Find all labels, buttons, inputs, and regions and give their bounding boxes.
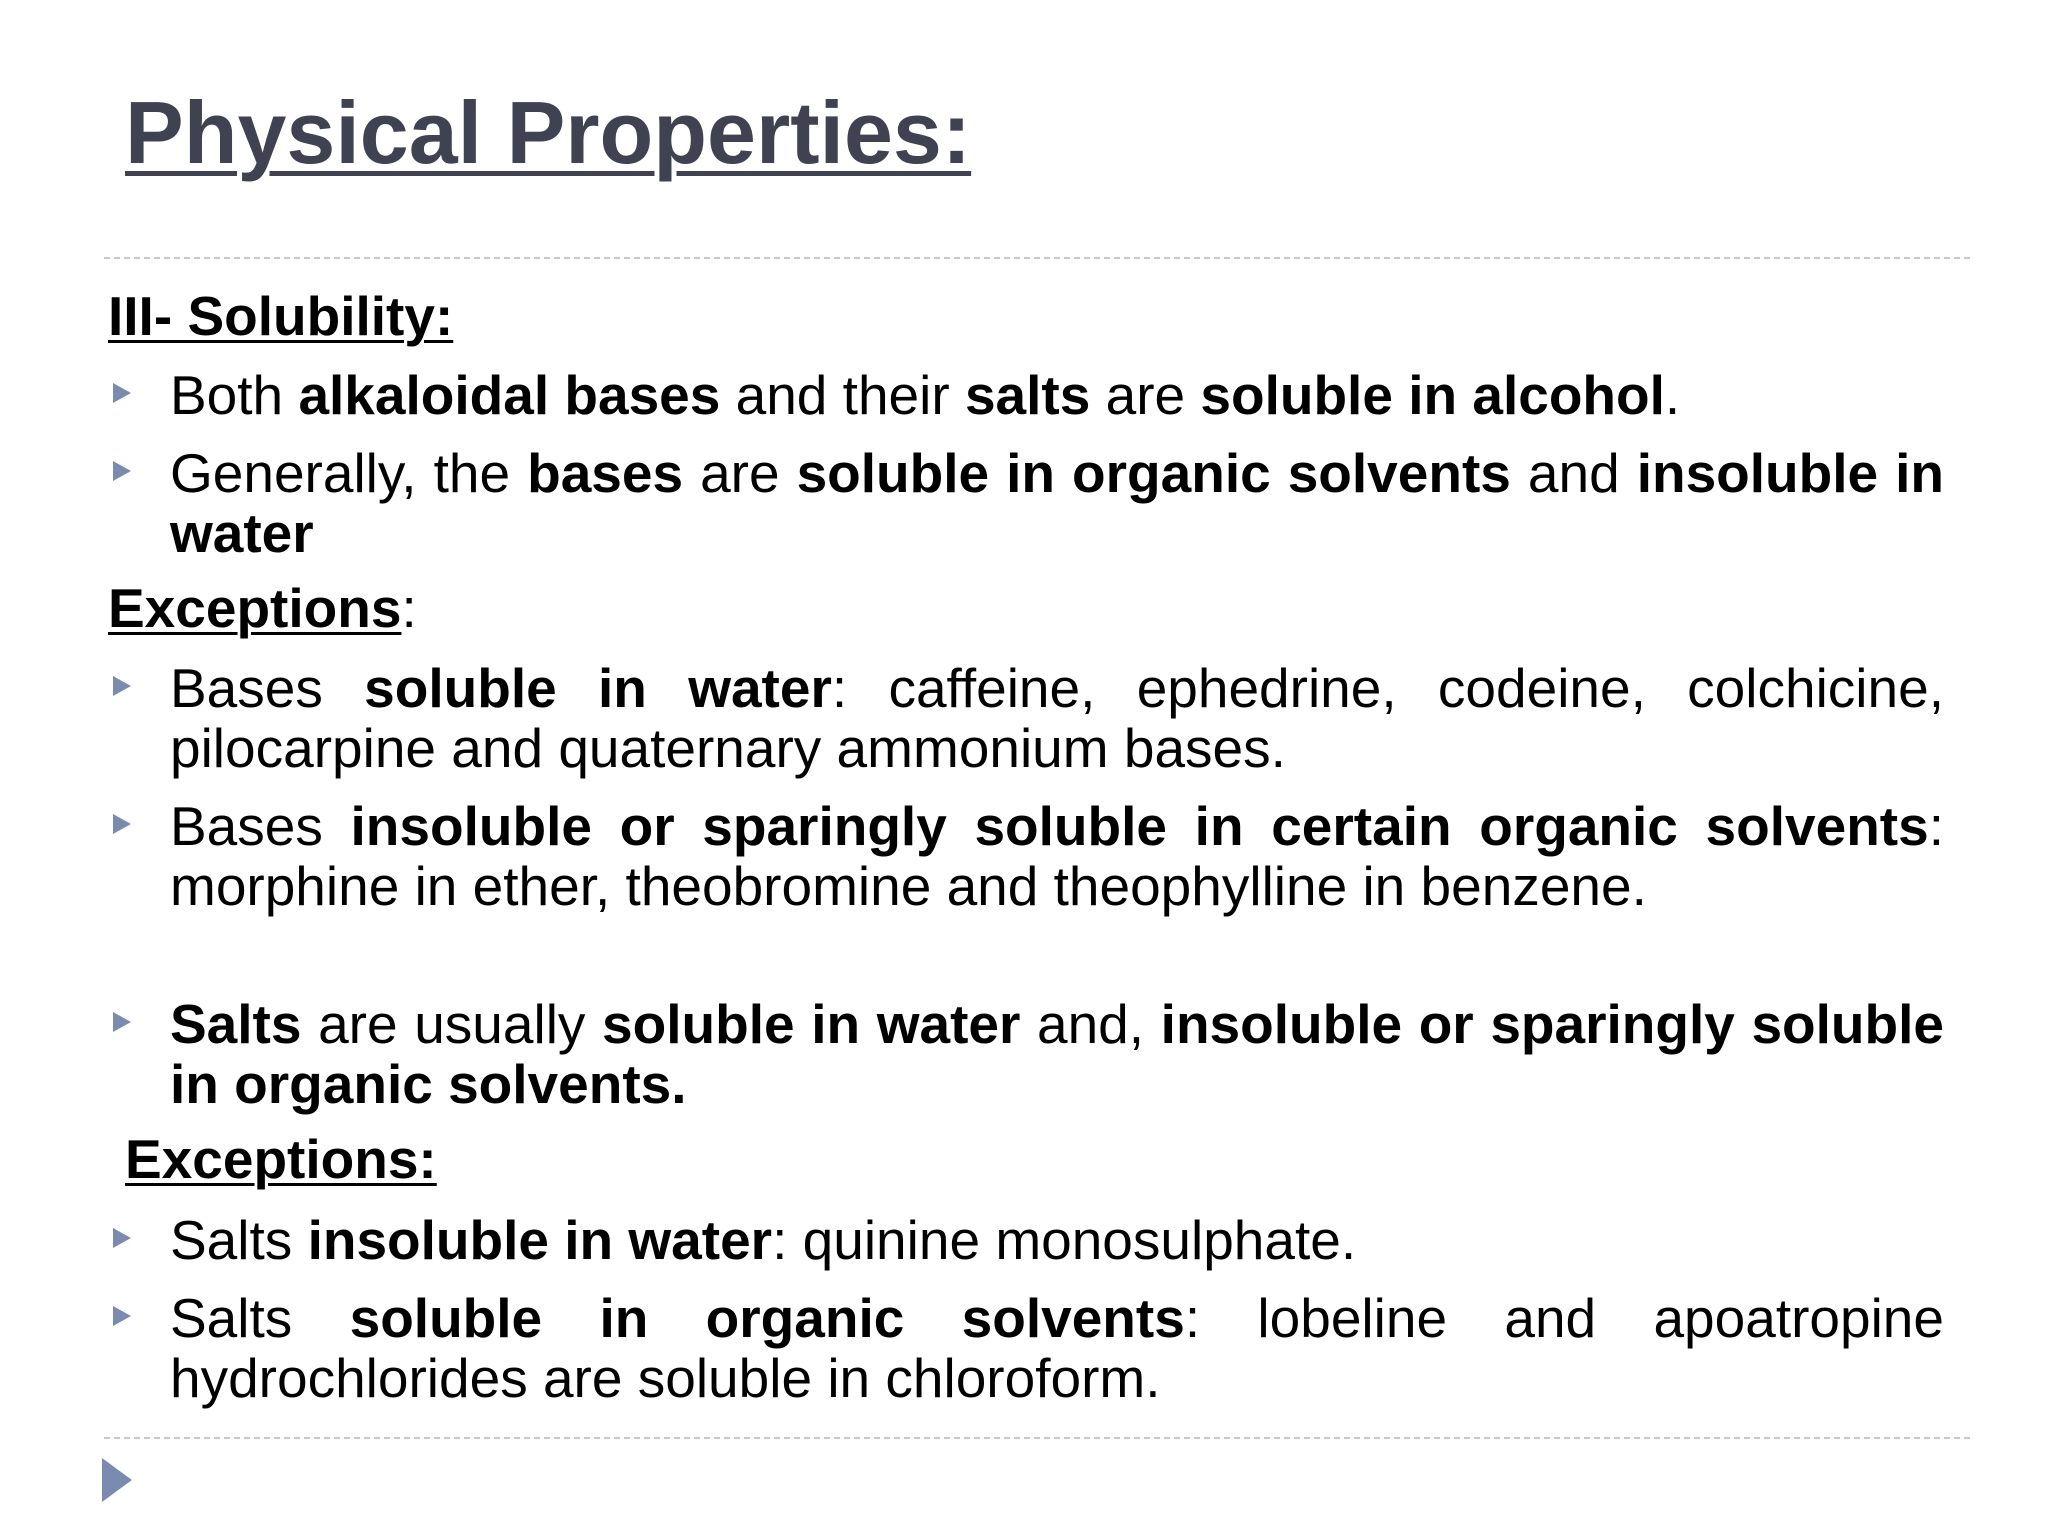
triangle-bullet-icon <box>113 1306 131 1326</box>
bullet-text <box>170 658 1944 778</box>
text-run: are usually <box>301 993 603 1055</box>
next-slide-arrow-icon[interactable] <box>102 1458 132 1502</box>
bullet-text <box>170 443 1944 563</box>
exceptions-heading-colon: : <box>401 577 417 639</box>
section-heading-solubility <box>108 285 453 347</box>
text-run: Both <box>170 364 299 426</box>
triangle-bullet-icon <box>113 676 131 696</box>
bold-text-run: alkaloidal bases <box>298 364 721 426</box>
bold-text-run: insoluble in water <box>170 442 1945 564</box>
text-run: Salts <box>170 1287 350 1349</box>
bold-text-run: soluble in organic solvents <box>796 442 1511 504</box>
bullet-item <box>108 658 1944 778</box>
bold-text-run: soluble in alcohol <box>1200 364 1665 426</box>
slide-title: Physical Properties: <box>125 83 972 182</box>
bullet-text <box>170 365 1944 425</box>
text-run: Bases <box>170 795 351 857</box>
text-run: : morphine in ether, theobromine and theophylline in benzene. <box>170 795 1944 917</box>
bullet-item <box>108 365 1944 425</box>
text-run: : quinine monosulphate. <box>772 1209 1357 1271</box>
bullet-text <box>170 1288 1944 1408</box>
bold-text-run: insoluble or sparingly soluble in certain organic solvents <box>350 795 1929 857</box>
section-heading-text: III- Solubility: <box>108 285 454 347</box>
triangle-bullet-icon <box>113 814 131 834</box>
text-run: . <box>1664 364 1681 426</box>
bullet-item <box>108 1210 1944 1270</box>
bullet-item <box>108 1288 1944 1408</box>
bold-text-run: Salts <box>170 993 302 1055</box>
bullet-item <box>108 443 1944 563</box>
triangle-bullet-icon <box>113 1012 131 1032</box>
bold-text-run: insoluble or sparingly soluble in organic solvents. <box>170 993 1944 1115</box>
bullet-text <box>170 796 1944 916</box>
text-run: : caffeine, ephedrine, codeine, colchicine, pilocarpine and quaternary ammonium bases. <box>170 657 1944 779</box>
triangle-bullet-icon <box>113 383 131 403</box>
exceptions-heading-text: Exceptions <box>108 577 402 639</box>
bold-text-run: soluble in water <box>602 993 1021 1055</box>
bullet-text <box>170 994 1944 1114</box>
text-run: Generally, the <box>170 442 528 504</box>
triangle-bullet-icon <box>113 461 131 481</box>
text-run: Salts <box>170 1209 308 1271</box>
bullet-item <box>108 796 1944 916</box>
text-run: Bases <box>170 657 365 719</box>
bold-text-run: soluble in organic solvents <box>349 1287 1185 1349</box>
bold-text-run: salts <box>964 364 1091 426</box>
bold-text-run: insoluble in water <box>307 1209 773 1271</box>
text-run: : lobeline and apoatropine hydrochlorides are soluble in chloroform. <box>170 1287 1944 1409</box>
bold-text-run: soluble in water <box>364 657 832 719</box>
exceptions-heading <box>108 577 417 639</box>
bullet-text <box>170 1210 1944 1270</box>
text-run: are <box>1090 364 1201 426</box>
text-run: are <box>683 442 797 504</box>
exceptions-heading <box>125 1128 437 1190</box>
bullet-item <box>108 994 1944 1114</box>
top-divider <box>104 257 1970 259</box>
triangle-bullet-icon <box>113 1228 131 1248</box>
bold-text-run: bases <box>527 442 684 504</box>
exceptions-heading-text: Exceptions: <box>125 1128 437 1190</box>
text-run: and <box>1510 442 1637 504</box>
text-run: and, <box>1020 993 1161 1055</box>
text-run: and their <box>720 364 965 426</box>
bottom-divider <box>104 1437 1970 1439</box>
